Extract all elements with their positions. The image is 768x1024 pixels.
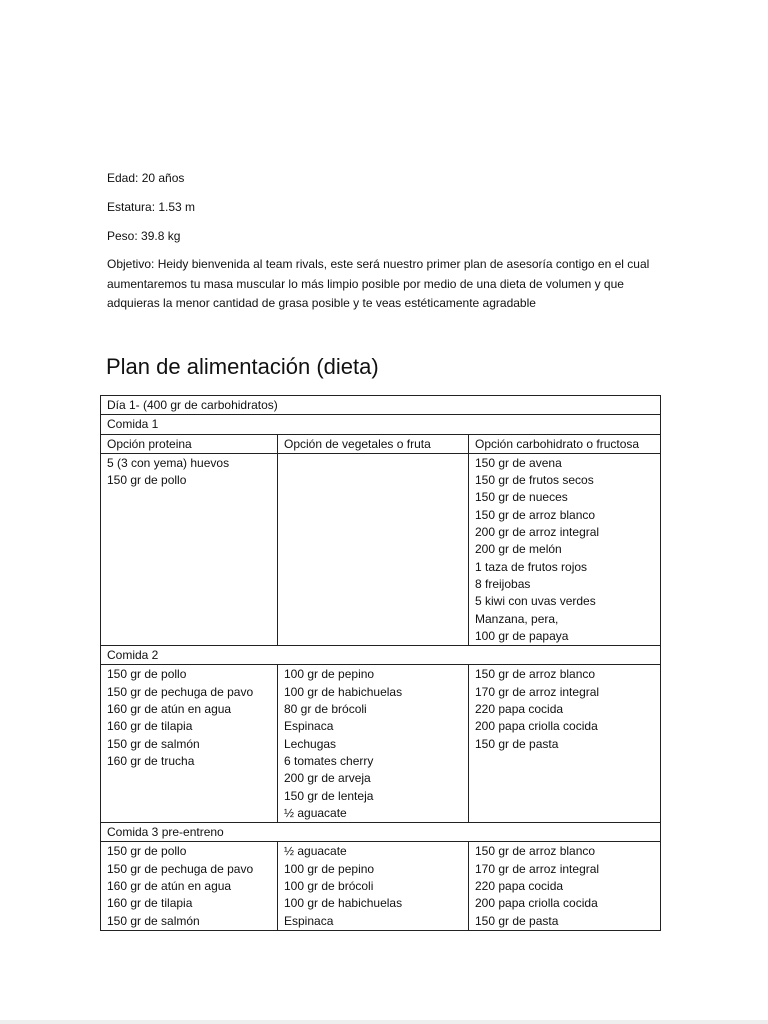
food-option: 150 gr de lenteja [284,788,374,803]
food-option: 200 papa criolla cocida [475,896,598,911]
meal-title-row [101,415,661,434]
column-header-carbs: Opción carbohidrato o fructosa [469,434,661,453]
food-option: 100 gr de habichuelas [284,896,403,911]
food-option: 100 gr de pepino [284,861,375,876]
meal-options-row [101,453,661,645]
food-option: Espinaca [284,913,334,928]
food-option: 160 gr de tilapia [107,896,193,911]
height-line: Estatura: 1.53 m [107,200,196,214]
column-header-row [101,434,661,453]
food-option: 150 gr de salmón [107,913,200,928]
food-option: 150 gr de pechuga de pavo [107,861,254,876]
food-option: 5 kiwi con uvas verdes [475,594,596,609]
food-option: 200 papa criolla cocida [475,719,598,734]
food-option: 220 papa cocida [475,879,564,894]
food-option: 160 gr de atún en agua [107,879,232,894]
diet-table [100,395,661,931]
meal-options-row [101,665,661,823]
food-option: 100 gr de habichuelas [284,684,403,699]
food-option: 150 gr de nueces [475,490,568,505]
food-option: ½ aguacate [284,805,347,820]
food-option: 150 gr de arroz blanco [475,507,596,522]
food-option: Manzana, pera, [475,611,559,626]
meal-options-row [101,842,661,930]
food-option: 200 gr de arveja [284,771,371,786]
page-bottom-edge [0,1020,768,1024]
food-option: 170 gr de arroz integral [475,684,600,699]
meal-title: Comida 3 pre-entreno [101,823,661,842]
food-option: 6 tomates cherry [284,753,374,768]
carb-options-cell [469,665,661,823]
day-header-row [101,396,661,415]
food-option: 160 gr de atún en agua [107,702,232,717]
food-option: 100 gr de brócoli [284,879,374,894]
food-option: 150 gr de salmón [107,736,200,751]
food-option: 150 gr de avena [475,455,562,470]
food-option: 200 gr de arroz integral [475,525,600,540]
column-header-protein: Opción proteina [101,434,278,453]
protein-options-cell [101,665,278,823]
objective-paragraph: Objetivo: Heidy bienvenida al team rivals, este será nuestro primer plan de asesoría contigo en el cual aumentaremos tu masa muscular lo más limpio posible por medio de una dieta de volumen y que adquieras la menor cantidad de grasa posible y te veas estéticamente agradable [107,257,650,310]
food-option: 100 gr de pepino [284,667,375,682]
plan-title: Plan de alimentación (dieta) [106,354,379,379]
vegetable-options-cell [278,665,469,823]
protein-options-cell [101,453,278,645]
food-option: 5 (3 con yema) huevos [107,455,230,470]
food-option: 150 gr de pollo [107,473,187,488]
column-header-vegetables: Opción de vegetales o fruta [278,434,469,453]
carb-options-cell [469,842,661,930]
food-option: Espinaca [284,719,334,734]
food-option: 80 gr de brócoli [284,702,367,717]
vegetable-options-cell [278,453,469,645]
food-option: 170 gr de arroz integral [475,861,600,876]
meal-title-row [101,646,661,665]
day-header: Día 1- (400 gr de carbohidratos) [101,396,661,415]
meal-title: Comida 1 [101,415,661,434]
food-option: 150 gr de pasta [475,736,559,751]
food-option: 220 papa cocida [475,702,564,717]
food-option: 150 gr de arroz blanco [475,667,596,682]
food-option: 8 freijobas [475,576,531,591]
food-option: 150 gr de pollo [107,667,187,682]
meal-title: Comida 2 [101,646,661,665]
food-option: 150 gr de pechuga de pavo [107,684,254,699]
vegetable-options-cell [278,842,469,930]
age-line: Edad: 20 años [107,171,185,185]
food-option: ½ aguacate [284,844,347,859]
food-option: 1 taza de frutos rojos [475,559,588,574]
food-option: 150 gr de pollo [107,844,187,859]
food-option: 150 gr de pasta [475,913,559,928]
food-option: 160 gr de tilapia [107,719,193,734]
protein-options-cell [101,842,278,930]
food-option: 150 gr de frutos secos [475,473,594,488]
food-option: 150 gr de arroz blanco [475,844,596,859]
weight-line: Peso: 39.8 kg [107,229,181,243]
carb-options-cell [469,453,661,645]
food-option: 100 gr de papaya [475,628,569,643]
food-option: 200 gr de melón [475,542,562,557]
food-option: 160 gr de trucha [107,753,195,768]
food-option: Lechugas [284,736,337,751]
meal-title-row [101,823,661,842]
